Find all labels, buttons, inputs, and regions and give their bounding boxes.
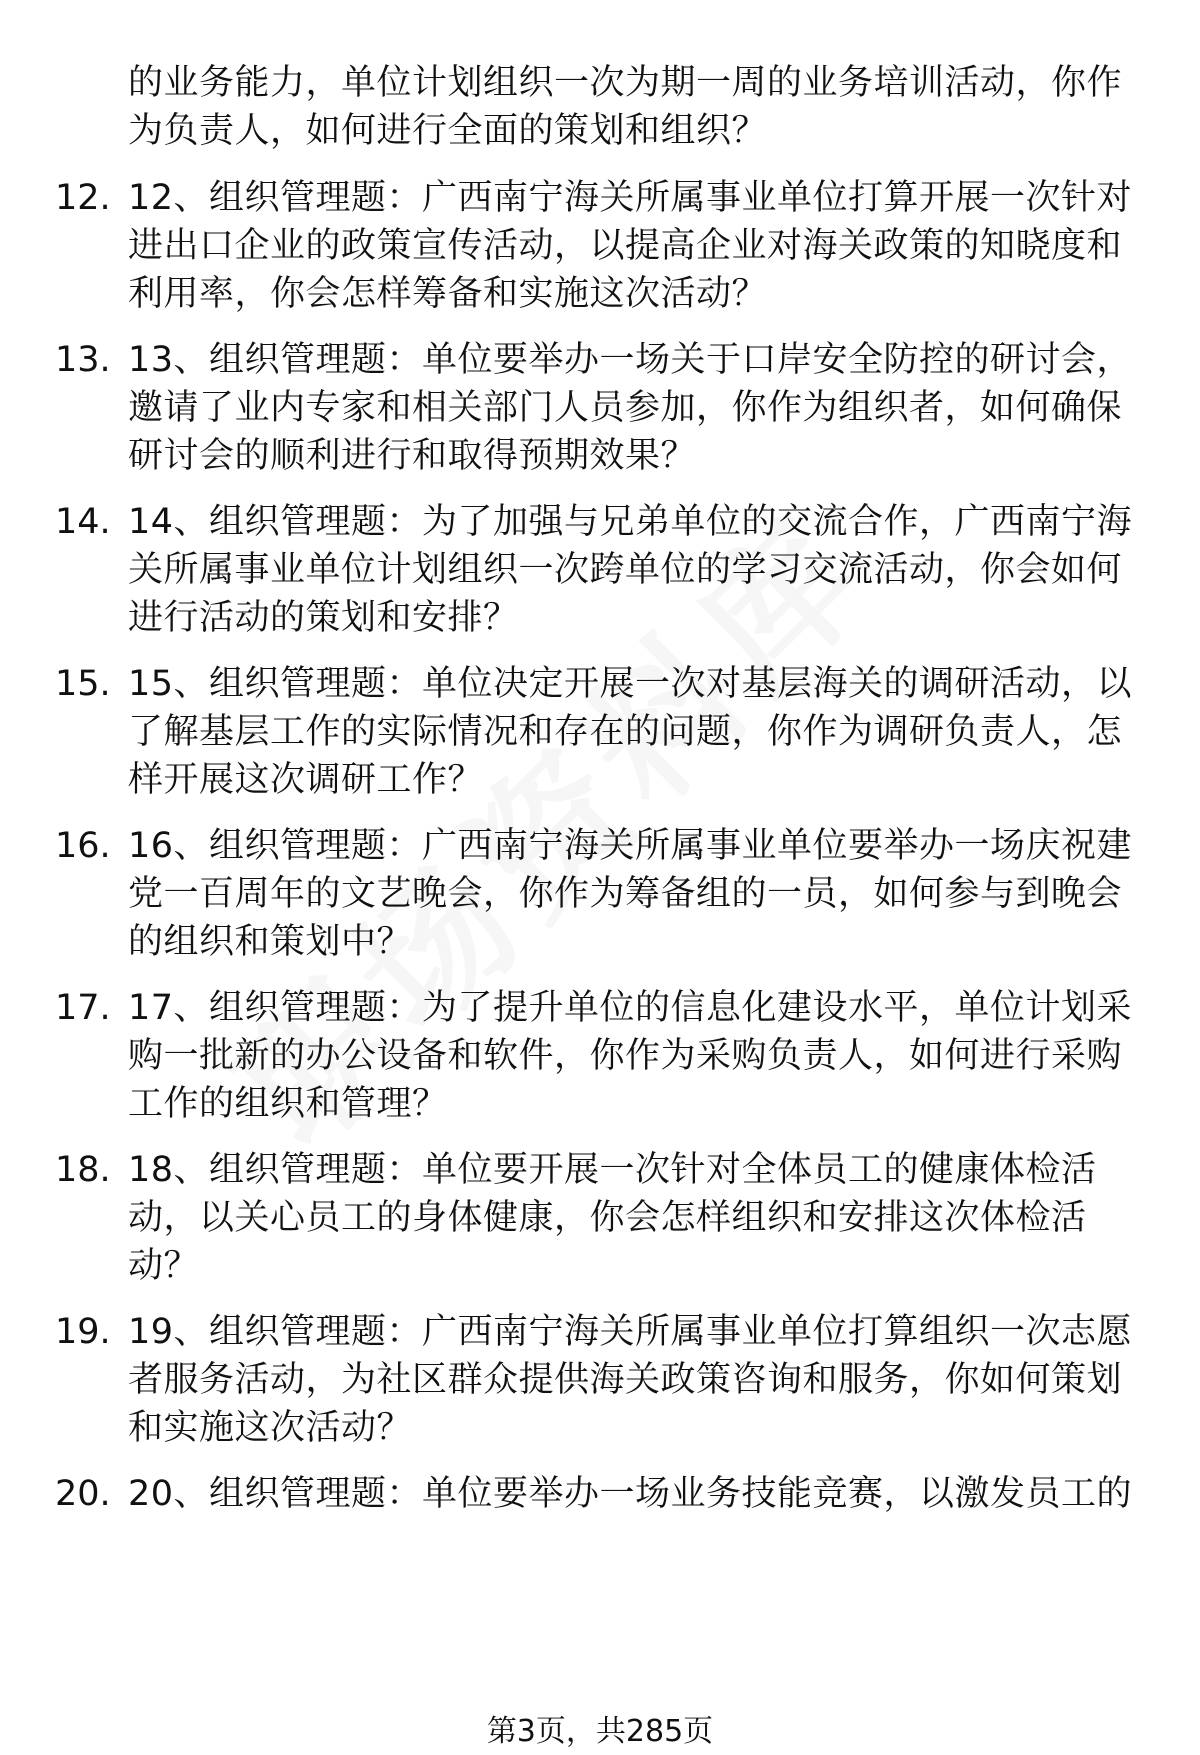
question-text: 17、组织管理题：为了提升单位的信息化建设水平，单位计划采购一批新的办公设备和软件，你作为采购负责人，如何进行采购工作的组织和管理？ — [128, 988, 1133, 1124]
question-text: 12、组织管理题：广西南宁海关所属事业单位打算开展一次针对进出口企业的政策宣传活动，以提高企业对海关政策的知晓度和利用率，你会怎样筹备和实施这次活动？ — [128, 178, 1133, 314]
question-number: 20. — [55, 1474, 111, 1514]
question-text: 15、组织管理题：单位决定开展一次对基层海关的调研活动，以了解基层工作的实际情况和存在的问题，你作为调研负责人，怎样开展这次调研工作？ — [128, 664, 1133, 800]
question-number: 13. — [55, 340, 111, 380]
question-text: 13、组织管理题：单位要举办一场关于口岸安全防控的研讨会，邀请了业内专家和相关部门人员参加，你作为组织者，如何确保研讨会的顺利进行和取得预期效果？ — [128, 340, 1133, 476]
question-text: 18、组织管理题：单位要开展一次针对全体员工的健康体检活动，以关心员工的身体健康，你会怎样组织和安排这次体检活动？ — [128, 1150, 1097, 1286]
intro-paragraph: 的业务能力，单位计划组织一次为期一周的业务培训活动，你作为负责人，如何进行全面的策划和组织？ — [128, 63, 1123, 151]
question-text: 14、组织管理题：为了加强与兄弟单位的交流合作，广西南宁海关所属事业单位计划组织一次跨单位的学习交流活动，你会如何进行活动的策划和安排？ — [128, 502, 1133, 638]
question-number: 15. — [55, 664, 111, 704]
question-number: 12. — [55, 178, 111, 218]
question-text: 19、组织管理题：广西南宁海关所属事业单位打算组织一次志愿者服务活动，为社区群众提供海关政策咨询和服务，你如何策划和实施这次活动？ — [128, 1312, 1133, 1448]
question-text: 16、组织管理题：广西南宁海关所属事业单位要举办一场庆祝建党一百周年的文艺晚会，你作为筹备组的一员，如何参与到晚会的组织和策划中？ — [128, 826, 1133, 962]
question-number: 14. — [55, 502, 111, 542]
page-footer: 第3页，共285页 — [486, 1714, 714, 1749]
question-number: 19. — [55, 1312, 111, 1352]
question-number: 18. — [55, 1150, 111, 1190]
question-number: 17. — [55, 988, 111, 1028]
question-text: 20、组织管理题：单位要举办一场业务技能竞赛，以激发员工的 — [128, 1474, 1133, 1514]
question-number: 16. — [55, 826, 111, 866]
